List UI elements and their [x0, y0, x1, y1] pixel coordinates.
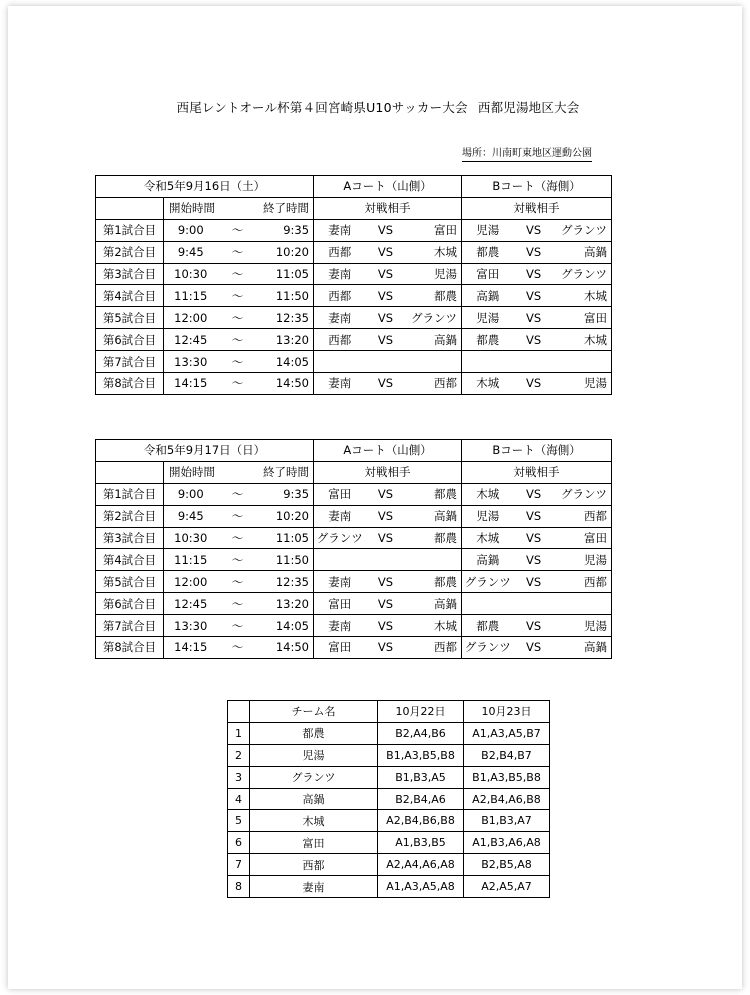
court-b-team-1: グランツ	[462, 637, 514, 659]
match-label: 第7試合目	[96, 351, 164, 373]
team-date1-matches: A2,A4,A6,A8	[378, 854, 464, 876]
court-a-team-2: グランツ	[406, 307, 462, 329]
schedule-row	[96, 571, 612, 593]
court-a-vs: VS	[366, 373, 406, 395]
court-b-vs: VS	[514, 329, 554, 351]
court-b-vs: VS	[514, 527, 554, 549]
court-a-vs: VS	[366, 593, 406, 615]
match-label: 第1試合目	[96, 219, 164, 241]
team-row	[228, 788, 550, 810]
court-b-vs: VS	[514, 285, 554, 307]
court-b-team-1: 木城	[462, 483, 514, 505]
empty-cell	[96, 197, 164, 219]
tournament-title: 西尾レントオール杯第４回宮崎県U10サッカー大会	[176, 100, 468, 115]
match-label: 第2試合目	[96, 505, 164, 527]
court-b-team-2: 富田	[554, 527, 612, 549]
court-a-vs: VS	[366, 571, 406, 593]
team-date2-matches: B1,B3,A7	[464, 810, 550, 832]
court-a-vs: VS	[366, 637, 406, 659]
start-time: 14:15	[164, 373, 218, 395]
date1-header: 10月22日	[378, 701, 464, 723]
court-b-header: Bコート（海側）	[462, 176, 612, 198]
court-b-vs: VS	[514, 637, 554, 659]
schedule-body	[96, 176, 612, 395]
court-a-vs: VS	[366, 483, 406, 505]
court-a-team-1: 妻南	[314, 307, 366, 329]
team-name: 都農	[250, 722, 378, 744]
court-a-team-1: 妻南	[314, 571, 366, 593]
schedule-date: 令和5年9月17日（日）	[96, 440, 314, 462]
court-a-team-2: 都農	[406, 571, 462, 593]
court-b-team-1: 都農	[462, 615, 514, 637]
court-b-vs	[514, 593, 554, 615]
court-b-header: Bコート（海側）	[462, 440, 612, 462]
court-a-team-1: 妻南	[314, 219, 366, 241]
end-time-header: 終了時間	[258, 461, 314, 483]
court-a-vs	[366, 351, 406, 373]
court-a-team-2: 西都	[406, 373, 462, 395]
court-a-header: Aコート（山側）	[314, 176, 462, 198]
court-a-vs: VS	[366, 329, 406, 351]
court-b-team-1: グランツ	[462, 571, 514, 593]
match-label: 第3試合目	[96, 527, 164, 549]
court-a-team-2: 高鍋	[406, 329, 462, 351]
court-b-team-2: 児湯	[554, 549, 612, 571]
court-a-team-2: 高鍋	[406, 593, 462, 615]
court-b-vs: VS	[514, 241, 554, 263]
match-label: 第4試合目	[96, 285, 164, 307]
schedule-body	[96, 440, 612, 659]
court-a-team-2	[406, 549, 462, 571]
court-b-team-2	[554, 351, 612, 373]
court-a-team-1: グランツ	[314, 527, 366, 549]
start-time: 9:45	[164, 505, 218, 527]
team-row	[228, 722, 550, 744]
match-label: 第8試合目	[96, 637, 164, 659]
document-title	[0, 98, 750, 116]
court-b-team-1: 木城	[462, 373, 514, 395]
match-label: 第5試合目	[96, 571, 164, 593]
start-time: 10:30	[164, 527, 218, 549]
court-b-vs: VS	[514, 219, 554, 241]
schedule-row	[96, 593, 612, 615]
team-row	[228, 810, 550, 832]
team-date2-matches: A1,B3,A6,A8	[464, 832, 550, 854]
court-b-team-2: 児湯	[554, 373, 612, 395]
end-time: 12:35	[258, 571, 314, 593]
court-b-team-1: 児湯	[462, 307, 514, 329]
team-date1-matches: A1,A3,A5,A8	[378, 876, 464, 898]
match-label: 第2試合目	[96, 241, 164, 263]
court-a-team-1: 富田	[314, 483, 366, 505]
team-name-header: チーム名	[250, 701, 378, 723]
court-a-vs: VS	[366, 219, 406, 241]
court-b-team-1: 都農	[462, 241, 514, 263]
team-date2-matches: A1,A3,A5,B7	[464, 722, 550, 744]
start-time: 12:00	[164, 571, 218, 593]
court-b-team-1: 木城	[462, 527, 514, 549]
court-b-team-2: 富田	[554, 307, 612, 329]
court-b-team-2: 木城	[554, 285, 612, 307]
team-date2-matches: A2,A5,A7	[464, 876, 550, 898]
tilde-mark: 〜	[218, 263, 258, 285]
court-b-team-1: 都農	[462, 329, 514, 351]
schedule-row	[96, 285, 612, 307]
court-a-team-1: 富田	[314, 637, 366, 659]
court-b-vs: VS	[514, 483, 554, 505]
end-time: 13:20	[258, 593, 314, 615]
schedule-row	[96, 373, 612, 395]
court-a-vs	[366, 549, 406, 571]
court-b-team-2: 高鍋	[554, 637, 612, 659]
start-time: 14:15	[164, 637, 218, 659]
team-date1-matches: B1,A3,B5,B8	[378, 744, 464, 766]
schedule-header-row	[96, 440, 612, 462]
team-row	[228, 854, 550, 876]
court-a-team-2: 高鍋	[406, 505, 462, 527]
tilde-mark: 〜	[218, 549, 258, 571]
end-time: 10:20	[258, 505, 314, 527]
schedule-row	[96, 637, 612, 659]
start-time: 13:30	[164, 351, 218, 373]
end-time-header: 終了時間	[258, 197, 314, 219]
opponent-header-a: 対戦相手	[314, 197, 462, 219]
end-time: 14:50	[258, 373, 314, 395]
court-a-vs: VS	[366, 505, 406, 527]
court-a-team-2: 木城	[406, 241, 462, 263]
schedule-table-day1	[95, 175, 612, 395]
start-time: 11:15	[164, 549, 218, 571]
team-row	[228, 766, 550, 788]
end-time: 11:05	[258, 527, 314, 549]
team-table-header-row	[228, 701, 550, 723]
team-name: 木城	[250, 810, 378, 832]
court-b-vs: VS	[514, 571, 554, 593]
team-row	[228, 832, 550, 854]
court-b-team-2: 高鍋	[554, 241, 612, 263]
tilde-mark: 〜	[218, 483, 258, 505]
opponent-header-a: 対戦相手	[314, 461, 462, 483]
start-time: 11:15	[164, 285, 218, 307]
end-time: 14:05	[258, 351, 314, 373]
end-time: 14:05	[258, 615, 314, 637]
court-b-vs: VS	[514, 263, 554, 285]
schedule-row	[96, 241, 612, 263]
court-a-team-1: 西都	[314, 329, 366, 351]
end-time: 11:05	[258, 263, 314, 285]
tilde-mark: 〜	[218, 571, 258, 593]
court-a-team-1: 妻南	[314, 373, 366, 395]
end-time: 13:20	[258, 329, 314, 351]
tilde-mark: 〜	[218, 351, 258, 373]
end-time: 9:35	[258, 219, 314, 241]
tilde-mark: 〜	[218, 285, 258, 307]
schedule-table-day2	[95, 439, 612, 659]
start-time-header: 開始時間	[164, 461, 258, 483]
team-row	[228, 876, 550, 898]
team-no: 4	[228, 788, 250, 810]
court-b-team-2: グランツ	[554, 219, 612, 241]
court-a-team-1: 西都	[314, 241, 366, 263]
team-date1-matches: A2,B4,B6,B8	[378, 810, 464, 832]
tilde-mark: 〜	[218, 329, 258, 351]
court-a-team-1: 西都	[314, 285, 366, 307]
team-no: 5	[228, 810, 250, 832]
team-name: 富田	[250, 832, 378, 854]
team-date2-matches: B2,B5,A8	[464, 854, 550, 876]
court-b-team-2: 木城	[554, 329, 612, 351]
court-b-vs: VS	[514, 505, 554, 527]
court-a-team-2	[406, 351, 462, 373]
schedule-row	[96, 615, 612, 637]
court-b-vs: VS	[514, 373, 554, 395]
court-a-vs: VS	[366, 263, 406, 285]
tournament-subtitle: 西都児湯地区大会	[477, 100, 580, 115]
schedule-row	[96, 549, 612, 571]
schedule-row	[96, 263, 612, 285]
court-b-team-1: 高鍋	[462, 549, 514, 571]
schedule-row	[96, 351, 612, 373]
schedule-subheader-row	[96, 461, 612, 483]
match-label: 第6試合目	[96, 593, 164, 615]
schedule-row	[96, 527, 612, 549]
team-date1-matches: B1,B3,A5	[378, 766, 464, 788]
court-b-team-1: 児湯	[462, 219, 514, 241]
tilde-mark: 〜	[218, 637, 258, 659]
match-label: 第5試合目	[96, 307, 164, 329]
court-b-team-1: 児湯	[462, 505, 514, 527]
match-label: 第7試合目	[96, 615, 164, 637]
team-date2-matches: A2,B4,A6,B8	[464, 788, 550, 810]
team-name: グランツ	[250, 766, 378, 788]
team-no: 6	[228, 832, 250, 854]
team-no: 1	[228, 722, 250, 744]
start-time: 9:00	[164, 219, 218, 241]
tilde-mark: 〜	[218, 219, 258, 241]
end-time: 12:35	[258, 307, 314, 329]
end-time: 9:35	[258, 483, 314, 505]
court-b-team-1	[462, 351, 514, 373]
team-date1-matches: B2,B4,A6	[378, 788, 464, 810]
court-b-team-2: 西都	[554, 571, 612, 593]
schedule-subheader-row	[96, 197, 612, 219]
court-a-team-1: 妻南	[314, 615, 366, 637]
start-time: 12:00	[164, 307, 218, 329]
court-a-team-1: 妻南	[314, 505, 366, 527]
tilde-mark: 〜	[218, 615, 258, 637]
tilde-mark: 〜	[218, 505, 258, 527]
court-b-team-2	[554, 593, 612, 615]
schedule-row	[96, 505, 612, 527]
end-time: 11:50	[258, 549, 314, 571]
team-no: 2	[228, 744, 250, 766]
court-b-team-1: 富田	[462, 263, 514, 285]
court-b-vs: VS	[514, 615, 554, 637]
schedule-row	[96, 483, 612, 505]
start-time: 12:45	[164, 593, 218, 615]
court-a-vs: VS	[366, 527, 406, 549]
team-row	[228, 744, 550, 766]
start-time: 9:45	[164, 241, 218, 263]
end-time: 14:50	[258, 637, 314, 659]
team-table	[227, 700, 550, 898]
team-no: 8	[228, 876, 250, 898]
court-b-team-2: グランツ	[554, 263, 612, 285]
tilde-mark: 〜	[218, 307, 258, 329]
court-a-team-2: 都農	[406, 527, 462, 549]
empty-cell	[96, 461, 164, 483]
court-a-vs: VS	[366, 285, 406, 307]
match-label: 第6試合目	[96, 329, 164, 351]
start-time: 9:00	[164, 483, 218, 505]
court-a-vs: VS	[366, 241, 406, 263]
court-a-team-1: 富田	[314, 593, 366, 615]
tilde-mark: 〜	[218, 373, 258, 395]
team-no-header	[228, 701, 250, 723]
court-a-header: Aコート（山側）	[314, 440, 462, 462]
court-b-team-2: 児湯	[554, 615, 612, 637]
schedule-header-row	[96, 176, 612, 198]
court-b-team-2: 西都	[554, 505, 612, 527]
end-time: 10:20	[258, 241, 314, 263]
schedule-row	[96, 329, 612, 351]
court-a-team-2: 富田	[406, 219, 462, 241]
team-date2-matches: B2,B4,B7	[464, 744, 550, 766]
team-no: 7	[228, 854, 250, 876]
court-a-team-1	[314, 549, 366, 571]
court-a-team-2: 都農	[406, 483, 462, 505]
match-label: 第4試合目	[96, 549, 164, 571]
match-label: 第1試合目	[96, 483, 164, 505]
schedule-row	[96, 307, 612, 329]
court-a-vs: VS	[366, 615, 406, 637]
tilde-mark: 〜	[218, 527, 258, 549]
court-a-team-1: 妻南	[314, 263, 366, 285]
venue-label: 場所：川南町東地区運動公園	[462, 144, 592, 162]
court-b-vs: VS	[514, 549, 554, 571]
date2-header: 10月23日	[464, 701, 550, 723]
court-a-team-2: 木城	[406, 615, 462, 637]
team-date2-matches: B1,A3,B5,B8	[464, 766, 550, 788]
court-b-vs	[514, 351, 554, 373]
court-a-team-1	[314, 351, 366, 373]
court-b-team-1: 高鍋	[462, 285, 514, 307]
end-time: 11:50	[258, 285, 314, 307]
team-name: 妻南	[250, 876, 378, 898]
team-date1-matches: B2,A4,B6	[378, 722, 464, 744]
tilde-mark: 〜	[218, 241, 258, 263]
start-time: 12:45	[164, 329, 218, 351]
start-time: 10:30	[164, 263, 218, 285]
court-a-team-2: 西都	[406, 637, 462, 659]
match-label: 第3試合目	[96, 263, 164, 285]
team-no: 3	[228, 766, 250, 788]
start-time: 13:30	[164, 615, 218, 637]
tilde-mark: 〜	[218, 593, 258, 615]
court-b-vs: VS	[514, 307, 554, 329]
court-b-team-2: グランツ	[554, 483, 612, 505]
court-b-team-1	[462, 593, 514, 615]
opponent-header-b: 対戦相手	[462, 197, 612, 219]
start-time-header: 開始時間	[164, 197, 258, 219]
team-name: 児湯	[250, 744, 378, 766]
team-date1-matches: A1,B3,B5	[378, 832, 464, 854]
team-table-body	[228, 701, 550, 898]
schedule-row	[96, 219, 612, 241]
court-a-vs: VS	[366, 307, 406, 329]
opponent-header-b: 対戦相手	[462, 461, 612, 483]
court-a-team-2: 児湯	[406, 263, 462, 285]
team-name: 西都	[250, 854, 378, 876]
match-label: 第8試合目	[96, 373, 164, 395]
team-name: 高鍋	[250, 788, 378, 810]
court-a-team-2: 都農	[406, 285, 462, 307]
schedule-date: 令和5年9月16日（土）	[96, 176, 314, 198]
